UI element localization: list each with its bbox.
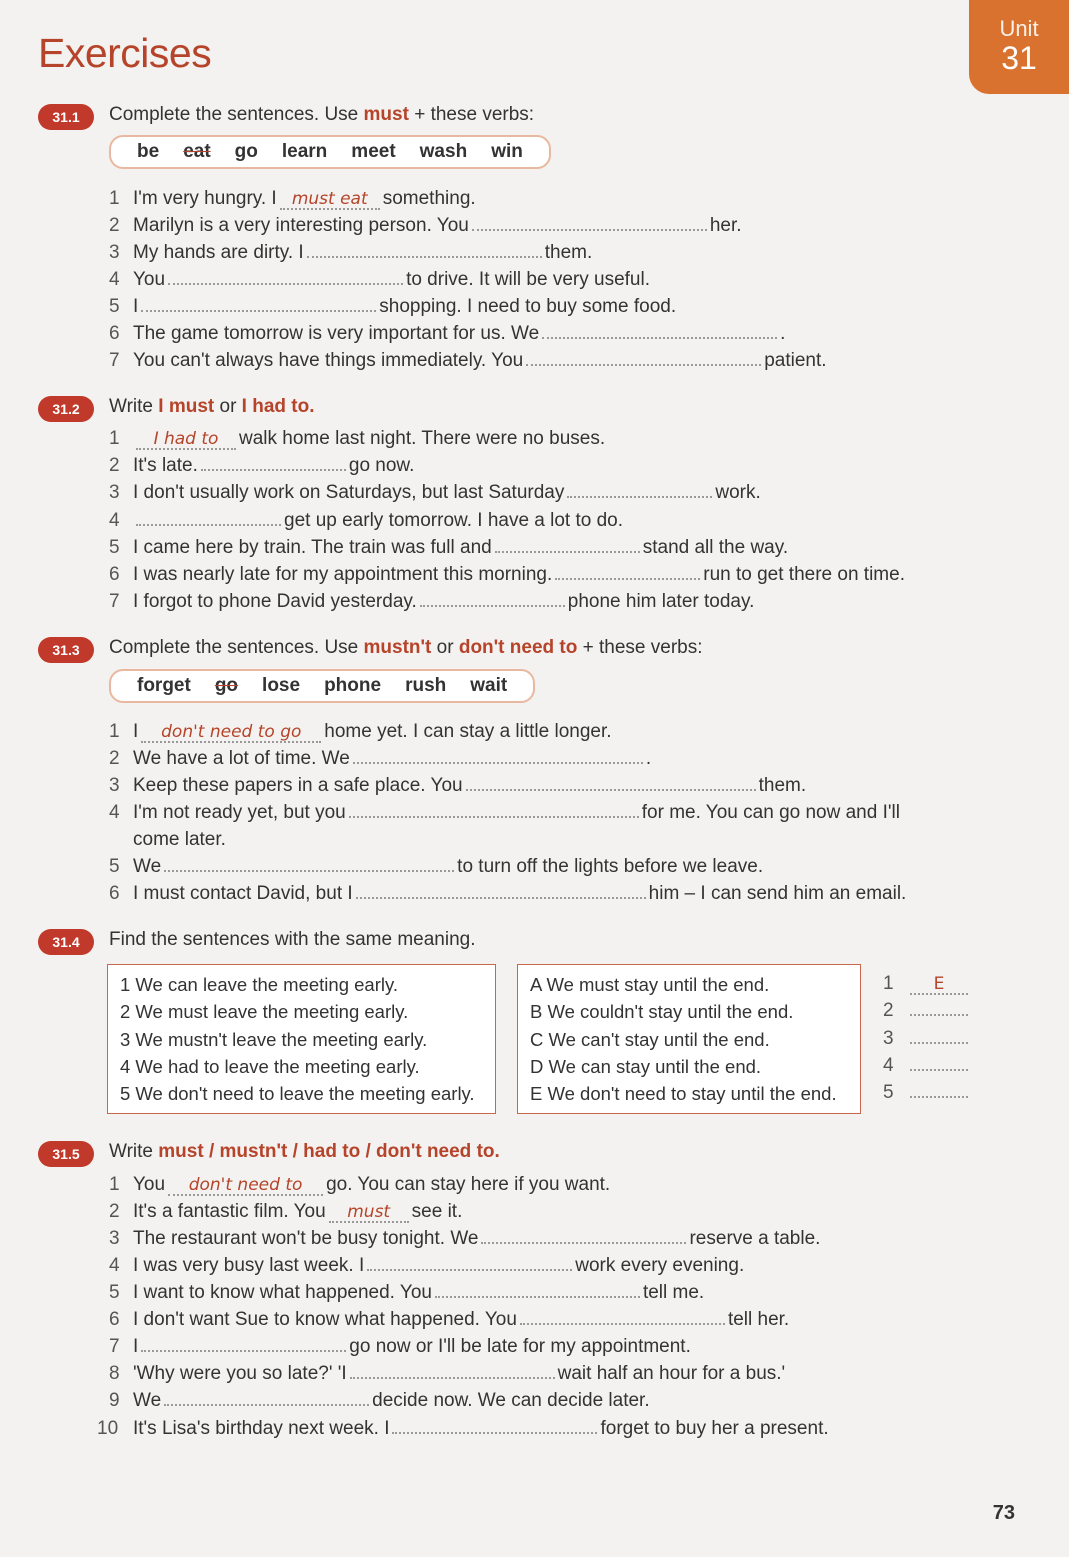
verb-word: be bbox=[137, 141, 160, 162]
answer-blank[interactable] bbox=[367, 1268, 572, 1271]
unit-tab bbox=[969, 0, 1069, 94]
sentence-31-1-3: 3 My hands are dirty. I them. bbox=[109, 242, 593, 263]
match-answers bbox=[883, 973, 971, 1109]
match-sentence: 3 We mustn't leave the meeting early. bbox=[120, 1028, 428, 1050]
sentence-31-3-4: 4 I'm not ready yet, but you for me. You can go now and I'll bbox=[109, 802, 900, 823]
sentence-31-5-4: 4 I was very busy last week. I work every evening. bbox=[109, 1255, 745, 1276]
sentence-31-3-5: 5 We to turn off the lights before we leave. bbox=[109, 856, 764, 877]
match-answer-row: 2 bbox=[883, 1000, 971, 1027]
answer-blank[interactable] bbox=[542, 336, 777, 339]
answer-blank[interactable] bbox=[495, 550, 640, 553]
sentence-31-3-6: 6 I must contact David, but I him – I can send him an email. bbox=[109, 883, 907, 904]
answer-blank[interactable] bbox=[910, 1013, 968, 1016]
match-answer-row: 1 E bbox=[883, 973, 971, 1000]
verb-word-struck: eat bbox=[183, 141, 211, 162]
answer-blank[interactable] bbox=[349, 815, 639, 818]
answer-field[interactable]: must eat bbox=[280, 190, 380, 210]
exercise-heading-31-2: Write I must or I had to. bbox=[109, 396, 315, 417]
match-sentence: A We must stay until the end. bbox=[530, 974, 770, 995]
exercise-badge-31-4: 31.4 bbox=[38, 929, 94, 955]
answer-blank[interactable] bbox=[136, 523, 281, 526]
verb-word: go bbox=[234, 141, 258, 162]
verb-word: forget bbox=[137, 675, 191, 696]
answer-field[interactable]: don't need to bbox=[168, 1176, 323, 1196]
sentence-31-3-1: 1 I don't need to go home yet. I can stay a little longer. bbox=[109, 721, 612, 742]
sentence-31-3-3: 3 Keep these papers in a safe place. You them. bbox=[109, 775, 807, 796]
match-sentence: 2 We must leave the meeting early. bbox=[120, 1001, 409, 1023]
answer-blank[interactable] bbox=[141, 309, 376, 312]
match-sentence: E We don't need to stay until the end. bbox=[530, 1083, 837, 1105]
answer-blank[interactable] bbox=[392, 1431, 597, 1434]
sentence-31-2-6: 6 I was nearly late for my appointment this morning. run to get there on time. bbox=[109, 564, 905, 585]
match-sentence: B We couldn't stay until the end. bbox=[530, 1001, 794, 1023]
answer-blank[interactable] bbox=[307, 255, 542, 258]
verb-word: learn bbox=[281, 141, 328, 162]
answer-blank[interactable] bbox=[350, 1376, 555, 1379]
sentence-31-5-9: 9 We decide now. We can decide later. bbox=[109, 1390, 650, 1411]
answer-field[interactable]: must bbox=[329, 1203, 409, 1223]
match-sentence: C We can't stay until the end. bbox=[530, 1028, 770, 1050]
exercise-badge-31-1: 31.1 bbox=[38, 104, 94, 130]
sentence-31-5-7: 7 I go now or I'll be late for my appointment. bbox=[109, 1336, 691, 1357]
exercise-badge-31-3: 31.3 bbox=[38, 637, 94, 663]
answer-blank[interactable] bbox=[472, 228, 707, 231]
unit-number: 31 bbox=[1001, 40, 1037, 76]
sentence-31-2-1: 1 I had to walk home last night. There were no buses. bbox=[109, 428, 606, 449]
answer-blank[interactable] bbox=[520, 1322, 725, 1325]
sentence-31-1-6: 6 The game tomorrow is very important for us. We . bbox=[109, 323, 786, 344]
verb-word: meet bbox=[351, 141, 396, 162]
match-sentence: 5 We don't need to leave the meeting early. bbox=[120, 1083, 475, 1105]
answer-blank[interactable] bbox=[910, 1041, 968, 1044]
match-sentence: 1 We can leave the meeting early. bbox=[120, 974, 398, 995]
page-title: Exercises bbox=[38, 30, 212, 76]
sentence-31-5-6: 6 I don't want Sue to know what happened. You tell her. bbox=[109, 1309, 790, 1330]
sentences-box-right bbox=[517, 964, 861, 1114]
verb-word: lose bbox=[262, 675, 301, 696]
sentence-31-3-2: 2 We have a lot of time. We . bbox=[109, 748, 652, 769]
exercise-heading-31-1: Complete the sentences. Use must + these verbs: bbox=[109, 104, 535, 125]
answer-blank[interactable] bbox=[910, 1095, 968, 1098]
sentence-31-5-1: 1 You don't need to go. You can stay here if you want. bbox=[109, 1174, 611, 1195]
sentences-box-left bbox=[107, 964, 496, 1114]
sentence-31-2-7: 7 I forgot to phone David yesterday. phone him later today. bbox=[109, 591, 755, 612]
answer-blank[interactable] bbox=[164, 1403, 369, 1406]
match-answer-row: 3 bbox=[883, 1028, 971, 1055]
verb-word: win bbox=[491, 141, 523, 162]
sentence-31-1-1: 1 I'm very hungry. I must eat something. bbox=[109, 188, 476, 209]
sentence-31-2-3: 3 I don't usually work on Saturdays, but last Saturday work. bbox=[109, 482, 761, 503]
sentence-31-1-2: 2 Marilyn is a very interesting person. You her. bbox=[109, 215, 742, 236]
answer-field[interactable]: E bbox=[910, 975, 968, 995]
answer-blank[interactable] bbox=[555, 577, 700, 580]
verb-word: phone bbox=[324, 675, 382, 696]
sentence-31-5-2: 2 It's a fantastic film. You must see it. bbox=[109, 1201, 463, 1222]
exercise-badge-31-2: 31.2 bbox=[38, 396, 94, 422]
match-sentence: 4 We had to leave the meeting early. bbox=[120, 1055, 420, 1077]
answer-blank[interactable] bbox=[435, 1295, 640, 1298]
unit-label: Unit bbox=[999, 16, 1039, 41]
answer-blank[interactable] bbox=[168, 282, 403, 285]
sentence-31-2-2: 2 It's late. go now. bbox=[109, 455, 415, 476]
answer-field[interactable]: I had to bbox=[136, 430, 236, 450]
exercise-badge-31-5: 31.5 bbox=[38, 1141, 94, 1167]
sentence-31-3-4-cont: come later. bbox=[133, 829, 226, 850]
answer-blank[interactable] bbox=[353, 761, 643, 764]
sentence-31-1-7: 7 You can't always have things immediately. You patient. bbox=[109, 350, 827, 371]
sentence-31-2-5: 5 I came here by train. The train was full and stand all the way. bbox=[109, 537, 789, 558]
answer-blank[interactable] bbox=[141, 1349, 346, 1352]
verb-word-struck: go bbox=[214, 675, 239, 696]
sentence-31-1-5: 5 I shopping. I need to buy some food. bbox=[109, 296, 677, 317]
answer-field[interactable]: don't need to go bbox=[141, 723, 321, 743]
answer-blank[interactable] bbox=[481, 1241, 686, 1244]
match-answer-row: 5 bbox=[883, 1082, 971, 1109]
match-answer-row: 4 bbox=[883, 1055, 971, 1082]
sentence-31-5-5: 5 I want to know what happened. You tell me. bbox=[109, 1282, 705, 1303]
verb-word: rush bbox=[405, 675, 447, 696]
exercise-heading-31-3: Complete the sentences. Use mustn't or don't need to + these verbs: bbox=[109, 637, 703, 658]
verb-box-31-3 bbox=[109, 669, 535, 703]
exercise-heading-31-5: Write must / mustn't / had to / don't need to. bbox=[109, 1141, 500, 1162]
answer-blank[interactable] bbox=[466, 788, 756, 791]
answer-blank[interactable] bbox=[164, 869, 454, 872]
sentence-31-2-4: 4 get up early tomorrow. I have a lot to do. bbox=[109, 510, 624, 531]
sentence-31-5-3: 3 The restaurant won't be busy tonight. We reserve a table. bbox=[109, 1228, 821, 1249]
match-sentence: D We can stay until the end. bbox=[530, 1055, 762, 1077]
sentence-31-1-4: 4 You to drive. It will be very useful. bbox=[109, 269, 650, 290]
verb-box-31-1 bbox=[109, 135, 551, 169]
page-number: 73 bbox=[992, 1502, 1015, 1524]
answer-blank[interactable] bbox=[526, 363, 761, 366]
verb-word: wash bbox=[419, 141, 468, 162]
answer-blank[interactable] bbox=[567, 495, 712, 498]
answer-blank[interactable] bbox=[201, 468, 346, 471]
answer-blank[interactable] bbox=[910, 1068, 968, 1071]
sentence-31-5-8: 8 'Why were you so late?' 'I wait half an hour for a bus.' bbox=[109, 1363, 786, 1384]
answer-blank[interactable] bbox=[356, 896, 646, 899]
verb-word: wait bbox=[470, 675, 508, 696]
answer-blank[interactable] bbox=[420, 604, 565, 607]
sentence-31-5-10: 10 It's Lisa's birthday next week. I forget to buy her a present. bbox=[97, 1418, 829, 1439]
exercise-heading-31-4: Find the sentences with the same meaning. bbox=[109, 929, 476, 950]
